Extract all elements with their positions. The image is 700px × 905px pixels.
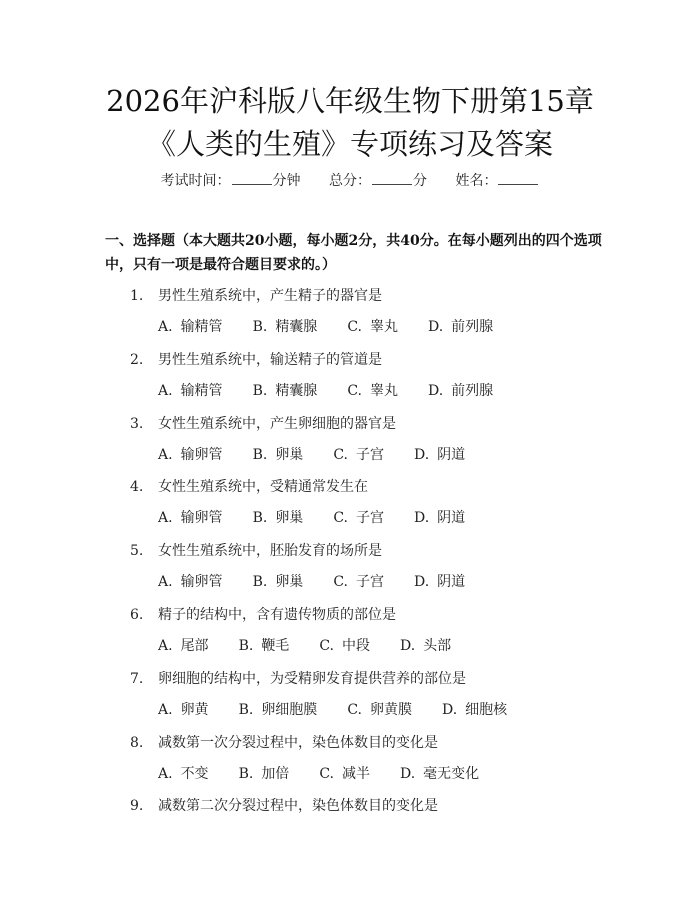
question-number: 2. xyxy=(130,351,144,368)
option-text: 卵巢 xyxy=(275,574,304,591)
option-letter: B. xyxy=(238,701,254,718)
option-text: 睾丸 xyxy=(369,382,398,399)
option-row xyxy=(158,316,523,336)
student-name-field xyxy=(455,170,539,190)
option-text: 前列腺 xyxy=(451,319,494,335)
answer-option xyxy=(333,444,384,464)
option-letter: D. xyxy=(441,701,458,718)
option-text: 鞭毛 xyxy=(261,638,290,654)
option-text: 精囊腺 xyxy=(275,319,318,335)
option-text: 前列腺 xyxy=(451,382,494,399)
question-text: 卵细胞的结构中，为受精卵发育提供营养的部位是 xyxy=(158,670,466,687)
option-text: 子宫 xyxy=(355,510,384,527)
option-letter: B. xyxy=(252,574,268,591)
answer-option xyxy=(414,507,465,527)
option-row xyxy=(158,699,537,719)
option-text: 不变 xyxy=(180,765,209,782)
answer-option xyxy=(400,763,479,783)
answer-option xyxy=(428,316,493,336)
option-text: 细胞核 xyxy=(465,701,508,718)
answer-option xyxy=(158,316,223,336)
question-number: 5. xyxy=(130,543,144,560)
answer-option xyxy=(442,699,507,719)
option-letter: B. xyxy=(252,510,268,527)
answer-option xyxy=(239,763,290,783)
question-stem xyxy=(130,476,368,496)
student-name-blank xyxy=(498,171,538,185)
answer-option xyxy=(319,763,370,783)
option-text: 子宫 xyxy=(355,446,384,463)
question-text: 减数第二次分裂过程中，染色体数目的变化是 xyxy=(158,798,438,815)
answer-option xyxy=(347,380,398,400)
section-heading: 一、选择题（本大题共20小题，每小题2分，共40分。在每小题列出的四个选项中，只有一项是最符合题目要求的。） xyxy=(105,233,602,273)
option-row xyxy=(158,571,495,591)
answer-option xyxy=(158,507,223,527)
option-text: 加倍 xyxy=(261,765,290,782)
option-text: 输精管 xyxy=(180,319,223,335)
question-number: 8. xyxy=(130,734,144,751)
answer-option xyxy=(253,507,304,527)
total-score-unit: 分 xyxy=(413,173,427,189)
answer-option xyxy=(239,699,318,719)
option-letter: C. xyxy=(347,382,362,399)
question-number: 9. xyxy=(130,798,144,815)
option-letter: C. xyxy=(319,765,334,782)
option-letter: A. xyxy=(158,574,173,591)
question-stem xyxy=(130,349,382,369)
option-letter: B. xyxy=(238,638,254,654)
option-letter: D. xyxy=(413,574,430,591)
option-letter: A. xyxy=(158,638,173,654)
answer-option xyxy=(158,699,209,719)
option-letter: C. xyxy=(333,510,348,527)
option-text: 阴道 xyxy=(437,574,466,591)
question-stem xyxy=(130,285,382,305)
question-text: 减数第一次分裂过程中，染色体数目的变化是 xyxy=(158,734,438,751)
option-letter: A. xyxy=(158,319,173,335)
option-row xyxy=(158,635,481,655)
option-text: 输卵管 xyxy=(180,446,223,463)
question-text: 女性生殖系统中，受精通常发生在 xyxy=(158,479,368,496)
answer-option xyxy=(253,571,304,591)
question-number: 4. xyxy=(130,479,144,496)
answer-option xyxy=(347,699,412,719)
option-letter: C. xyxy=(333,574,348,591)
option-letter: B. xyxy=(252,319,268,335)
option-text: 卵黄膜 xyxy=(369,701,412,718)
question-stem xyxy=(130,540,382,560)
document-title: 2026年沪科版八年级生物下册第15章《人类的生殖》专项练习及答案 xyxy=(106,84,594,161)
answer-option xyxy=(414,571,465,591)
question-stem xyxy=(130,413,396,433)
question-stem xyxy=(130,732,438,752)
question-text: 女性生殖系统中，胚胎发育的场所是 xyxy=(158,543,382,560)
question-text: 男性生殖系统中，输送精子的管道是 xyxy=(158,351,382,368)
answer-option xyxy=(158,444,223,464)
answer-option xyxy=(414,444,465,464)
question-text: 精子的结构中，含有遗传物质的部位是 xyxy=(158,607,396,623)
answer-option xyxy=(347,316,398,336)
option-letter: A. xyxy=(158,446,173,463)
option-letter: C. xyxy=(333,446,348,463)
question-text: 女性生殖系统中，产生卵细胞的器官是 xyxy=(158,415,396,432)
option-row xyxy=(158,507,495,527)
option-letter: B. xyxy=(252,446,268,463)
option-letter: C. xyxy=(347,319,362,335)
exam-time-unit: 分钟 xyxy=(272,173,301,189)
option-letter: D. xyxy=(399,638,416,654)
option-row xyxy=(158,763,509,783)
option-text: 睾丸 xyxy=(369,319,398,335)
option-text: 中段 xyxy=(341,638,370,654)
question-text: 男性生殖系统中，产生精子的器官是 xyxy=(158,288,382,304)
option-letter: B. xyxy=(238,765,254,782)
answer-option xyxy=(253,444,304,464)
option-letter: D. xyxy=(427,319,444,335)
student-name-label: 姓名： xyxy=(455,173,498,189)
answer-option xyxy=(253,380,318,400)
exam-time-label: 考试时间： xyxy=(160,173,231,189)
total-score-field xyxy=(329,170,427,190)
option-row xyxy=(158,444,495,464)
option-text: 头部 xyxy=(423,638,452,654)
option-text: 输卵管 xyxy=(180,574,223,591)
option-letter: C. xyxy=(319,638,334,654)
question-stem xyxy=(130,604,396,624)
answer-option xyxy=(239,635,290,655)
question-number: 7. xyxy=(130,670,144,687)
option-text: 减半 xyxy=(341,765,370,782)
option-letter: A. xyxy=(158,765,173,782)
answer-option xyxy=(253,316,318,336)
option-letter: B. xyxy=(252,382,268,399)
option-text: 精囊腺 xyxy=(275,382,318,399)
exam-info-line xyxy=(0,170,700,190)
option-letter: D. xyxy=(427,382,444,399)
answer-option xyxy=(158,635,209,655)
question-number: 6. xyxy=(130,607,144,623)
option-letter: A. xyxy=(158,510,173,527)
option-text: 尾部 xyxy=(180,638,209,654)
option-text: 阴道 xyxy=(437,510,466,527)
answer-option xyxy=(428,380,493,400)
answer-option xyxy=(158,571,223,591)
total-score-blank xyxy=(372,171,412,185)
total-score-label: 总分： xyxy=(329,173,371,189)
option-letter: D. xyxy=(413,510,430,527)
option-text: 子宫 xyxy=(355,574,384,591)
answer-option xyxy=(333,507,384,527)
option-letter: A. xyxy=(158,701,173,718)
answer-option xyxy=(319,635,370,655)
answer-option xyxy=(158,763,209,783)
option-text: 输卵管 xyxy=(180,510,223,527)
option-text: 毫无变化 xyxy=(423,765,480,782)
option-letter: C. xyxy=(347,701,362,718)
question-number: 3. xyxy=(130,415,144,432)
question-stem xyxy=(130,795,438,815)
option-letter: D. xyxy=(399,765,416,782)
option-text: 卵巢 xyxy=(275,510,304,527)
option-letter: D. xyxy=(413,446,430,463)
answer-option xyxy=(333,571,384,591)
option-text: 输精管 xyxy=(180,382,223,399)
exam-time-blank xyxy=(232,171,272,185)
exam-time-field xyxy=(161,170,301,190)
option-text: 阴道 xyxy=(437,446,466,463)
option-text: 卵黄 xyxy=(180,701,209,718)
question-number: 1. xyxy=(130,288,144,304)
option-text: 卵巢 xyxy=(275,446,304,463)
option-text: 卵细胞膜 xyxy=(261,701,318,718)
answer-option xyxy=(400,635,451,655)
option-letter: A. xyxy=(158,382,173,399)
answer-option xyxy=(158,380,223,400)
question-stem xyxy=(130,668,466,688)
option-row xyxy=(158,380,523,400)
